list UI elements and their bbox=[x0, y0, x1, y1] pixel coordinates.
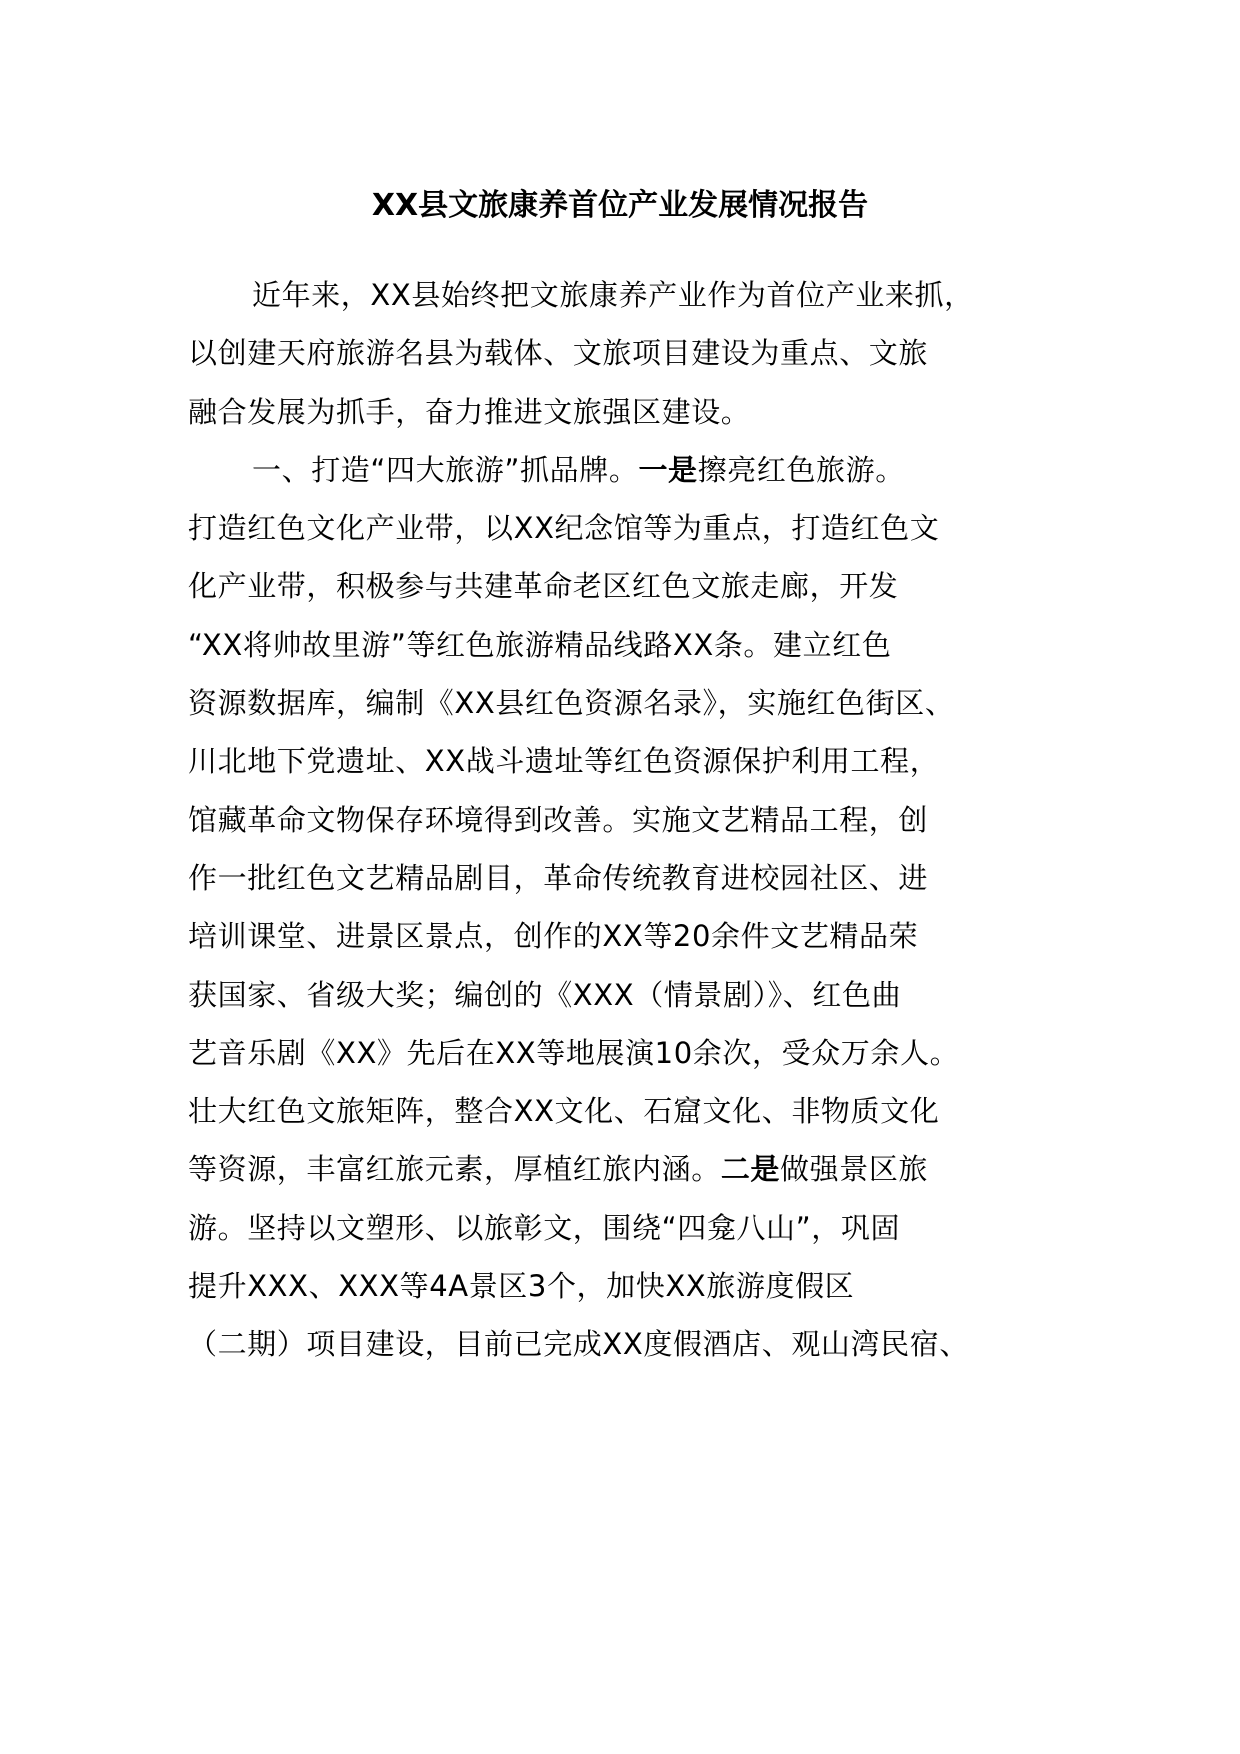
paragraph-line bbox=[188, 791, 1068, 849]
paragraph-line bbox=[188, 1024, 1068, 1082]
text-run: 打造红色文化产业带，以XX纪念馆等为重点，打造红色文 bbox=[188, 511, 940, 546]
paragraph-line bbox=[188, 1257, 1068, 1315]
paragraph-line bbox=[188, 266, 1068, 324]
text-run: 以创建天府旅游名县为载体、文旅项目建设为重点、文旅 bbox=[188, 336, 929, 371]
text-run: （二期）项目建设，目前已完成XX度假酒店、观山湾民宿、 bbox=[188, 1327, 969, 1362]
text-run: 川北地下党遗址、XX战斗遗址等红色资源保护利用工程， bbox=[188, 744, 940, 779]
paragraph-line bbox=[188, 907, 1068, 965]
paragraph-line bbox=[188, 732, 1068, 790]
paragraph-line bbox=[188, 1082, 1068, 1140]
paragraph-line bbox=[188, 616, 1068, 674]
text-run: 作一批红色文艺精品剧目，革命传统教育进校园社区、进 bbox=[188, 860, 929, 895]
text-run: 壮大红色文旅矩阵，整合XX文化、石窟文化、非物质文化 bbox=[188, 1094, 940, 1129]
paragraph-line bbox=[188, 1315, 1068, 1373]
text-run: 近年来，XX县始终把文旅康养产业作为首位产业来抓， bbox=[252, 278, 974, 312]
paragraph-line bbox=[188, 557, 1068, 615]
paragraph-line bbox=[188, 383, 1068, 441]
section-heading: 一、打造“四大旅游”抓品牌。 bbox=[252, 452, 639, 487]
paragraph-line bbox=[188, 324, 1068, 382]
text-run: 培训课堂、进景区景点，创作的XX等20余件文艺精品荣 bbox=[188, 919, 919, 954]
text-run: 资源数据库，编制《XX县红色资源名录》，实施红色街区、 bbox=[188, 686, 955, 721]
paragraph-line bbox=[188, 674, 1068, 732]
paragraph-line bbox=[188, 499, 1068, 557]
text-run: 做强景区旅 bbox=[780, 1152, 929, 1187]
document-body bbox=[188, 266, 1068, 1374]
section-heading-line bbox=[188, 441, 1068, 499]
text-run: 馆藏革命文物保存环境得到改善。实施文艺精品工程，创 bbox=[188, 802, 929, 837]
text-run: 游。坚持以文塑形、以旅彰文，围绕“四龛八山”，巩固 bbox=[188, 1210, 901, 1245]
paragraph-line bbox=[188, 1140, 1068, 1198]
document-title: XX县文旅康养首位产业发展情况报告 bbox=[371, 188, 869, 223]
text-run: 融合发展为抓手，奋力推进文旅强区建设。 bbox=[188, 394, 751, 429]
text-run: 擦亮红色旅游。 bbox=[697, 452, 905, 487]
paragraph-line bbox=[188, 849, 1068, 907]
bold-marker-second: 二是 bbox=[720, 1152, 781, 1187]
text-run: 提升XXX、XXX等4A景区3个，加快XX旅游度假区 bbox=[188, 1269, 855, 1304]
text-run: “XX将帅故里游”等红色旅游精品线路XX条。建立红色 bbox=[188, 627, 892, 662]
paragraph-line bbox=[188, 966, 1068, 1024]
text-run: 获国家、省级大奖；编创的《XXX（情景剧）》、红色曲 bbox=[188, 977, 902, 1012]
text-run: 艺音乐剧《XX》先后在XX等地展演10余次，受众万余人。 bbox=[188, 1035, 960, 1070]
bold-marker-first: 一是 bbox=[638, 452, 698, 487]
paragraph-line bbox=[188, 1199, 1068, 1257]
text-run: 等资源，丰富红旅元素，厚植红旅内涵。 bbox=[188, 1152, 721, 1187]
text-run: 化产业带，积极参与共建革命老区红色文旅走廊，开发 bbox=[188, 569, 899, 604]
